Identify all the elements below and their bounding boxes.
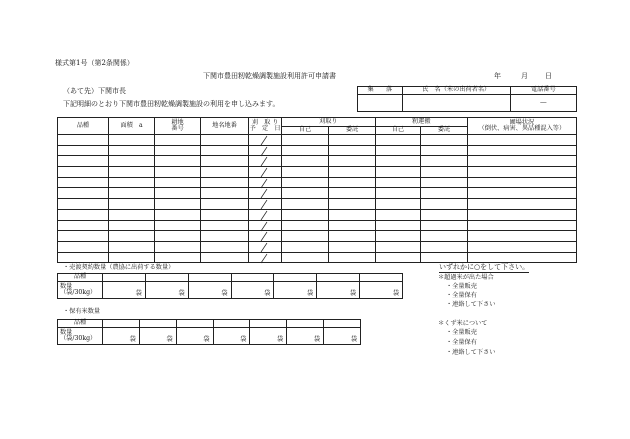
plot-number-cell[interactable] [155, 177, 200, 188]
variety-cell[interactable] [58, 167, 109, 178]
harvest-month-cell[interactable] [249, 135, 265, 146]
harvest-self-cell[interactable] [281, 177, 329, 188]
table-row [58, 167, 577, 178]
contract-qty-cell[interactable] [231, 282, 274, 299]
transport-consign-cell[interactable] [421, 156, 467, 167]
plot-number-cell[interactable] [155, 135, 200, 146]
col-harvest-self: 自己 [281, 127, 329, 135]
col-village: 集 落 [358, 87, 403, 95]
broken-option-3[interactable]: ・連絡して下さい [446, 349, 496, 356]
harvest-month-cell[interactable] [249, 145, 265, 156]
transport-self-cell[interactable] [375, 252, 420, 263]
transport-self-cell[interactable] [375, 231, 420, 242]
retained-qty-cell[interactable] [213, 328, 250, 345]
plot-number-cell[interactable] [155, 167, 200, 178]
bag-unit: 袋 [203, 335, 210, 343]
retained-qty-cell[interactable] [176, 328, 213, 345]
location-cell[interactable] [200, 241, 249, 252]
retained-table [57, 319, 361, 345]
harvest-consign-cell[interactable] [329, 209, 375, 220]
col-plot-number: 耕地 番号 [155, 118, 200, 135]
harvest-consign-cell[interactable] [329, 156, 375, 167]
transport-self-cell[interactable] [375, 199, 420, 210]
harvest-consign-cell[interactable] [329, 231, 375, 242]
table-row [58, 209, 577, 220]
retained-qty-cell[interactable] [139, 328, 176, 345]
col-area: 面積 a [108, 118, 154, 135]
harvest-self-cell[interactable] [281, 241, 329, 252]
transport-self-cell[interactable] [375, 167, 420, 178]
transport-consign-cell[interactable] [421, 231, 467, 242]
bag-unit: 袋 [313, 335, 321, 343]
transport-consign-cell[interactable] [421, 252, 467, 263]
col-harvest: 刈取り [281, 118, 375, 127]
field-status-cell[interactable] [467, 241, 576, 252]
bag-unit: 袋 [349, 289, 357, 297]
harvest-self-cell[interactable] [281, 188, 329, 199]
field-status-cell[interactable] [467, 145, 576, 156]
bag-unit: 袋 [166, 335, 173, 343]
date-day: 日 [545, 72, 552, 80]
variety-cell[interactable] [58, 220, 109, 231]
transport-consign-cell[interactable] [421, 145, 467, 156]
transport-consign-cell[interactable] [421, 135, 467, 146]
contract-heading: ・売渡契約数量（農協に出荷する数量） [63, 264, 175, 271]
contract-qty-cell[interactable] [317, 282, 360, 299]
broken-title: ＊くず米について [438, 320, 488, 327]
retained-qty-cell[interactable] [287, 328, 324, 345]
bag-unit: 袋 [392, 289, 399, 297]
harvest-self-cell[interactable] [281, 145, 329, 156]
variety-cell[interactable] [58, 177, 109, 188]
harvest-month-cell[interactable] [249, 209, 265, 220]
harvest-consign-cell[interactable] [329, 241, 375, 252]
field-status-cell[interactable] [467, 209, 576, 220]
area-cell[interactable] [108, 209, 154, 220]
retained-qty-cell[interactable] [250, 328, 287, 345]
col-harvest-schedule: 刈 取 り 予 定 日 [249, 118, 281, 135]
table-row [58, 156, 577, 167]
transport-consign-cell[interactable] [421, 177, 467, 188]
form-number: 様式第1号（第2条関係） [55, 59, 134, 67]
application-statement: 下記明細のとおり下関市豊田籾乾燥調製施設の利用を申し込みます。 [63, 100, 280, 108]
excess-title: ＊超過米が出た場合 [438, 274, 494, 281]
col-location: 地名地番 [200, 118, 249, 135]
transport-self-cell[interactable] [375, 220, 420, 231]
broken-option-2[interactable]: ・全量保有 [446, 339, 477, 346]
transport-consign-cell[interactable] [421, 167, 467, 178]
variety-cell[interactable] [58, 199, 109, 210]
location-cell[interactable] [200, 177, 249, 188]
notes-heading: いずれかに○をして下さい。 [439, 263, 530, 271]
transport-self-cell[interactable] [375, 135, 420, 146]
contract-qty-cell[interactable] [360, 282, 403, 299]
transport-self-cell[interactable] [375, 209, 420, 220]
area-cell[interactable] [108, 188, 154, 199]
col-name: 氏 名（米の出荷者名） [402, 87, 510, 95]
col-area-unit: a [138, 121, 143, 129]
harvest-self-cell[interactable] [281, 167, 329, 178]
contract-qty-label: 数量 （袋/30kg） [58, 282, 103, 299]
transport-consign-cell[interactable] [421, 220, 467, 231]
plot-number-cell[interactable] [155, 241, 200, 252]
table-row [58, 199, 577, 210]
location-cell[interactable] [200, 145, 249, 156]
contract-qty-cell[interactable] [274, 282, 317, 299]
field-status-cell[interactable] [467, 199, 576, 210]
col-field-status: 圃場状況 （倒伏、病害、異品種混入等） [467, 118, 576, 135]
excess-option-1[interactable]: ・全量販売 [446, 283, 477, 290]
field-status-cell[interactable] [467, 188, 576, 199]
transport-consign-cell[interactable] [421, 188, 467, 199]
harvest-self-cell[interactable] [281, 156, 329, 167]
area-cell[interactable] [108, 252, 154, 263]
table-row [58, 145, 577, 156]
contract-variety-cell[interactable] [231, 274, 274, 282]
harvest-month-cell[interactable] [249, 156, 265, 167]
name-field[interactable] [402, 95, 510, 112]
field-status-cell[interactable] [467, 231, 576, 242]
harvest-consign-cell[interactable] [329, 220, 375, 231]
date-year: 年 [494, 72, 501, 80]
retained-qty-cell[interactable] [103, 328, 140, 345]
table-row [58, 135, 577, 146]
location-cell[interactable] [200, 252, 249, 263]
area-cell[interactable] [108, 135, 154, 146]
location-cell[interactable] [200, 167, 249, 178]
table-row [58, 241, 577, 252]
harvest-consign-cell[interactable] [329, 252, 375, 263]
harvest-self-cell[interactable] [281, 220, 329, 231]
col-harvest-consign: 委託 [329, 127, 375, 135]
retained-qty-label: 数量 （袋/30kg） [58, 328, 103, 345]
area-cell[interactable] [108, 145, 154, 156]
harvest-month-cell[interactable] [249, 241, 265, 252]
harvest-month-cell[interactable] [249, 199, 265, 210]
area-cell[interactable] [108, 177, 154, 188]
location-cell[interactable] [200, 220, 249, 231]
table-row [58, 252, 577, 263]
table-row [58, 188, 577, 199]
plot-number-cell[interactable] [155, 199, 200, 210]
harvest-consign-cell[interactable] [329, 135, 375, 146]
retained-variety-cell[interactable] [250, 320, 287, 328]
harvest-consign-cell[interactable] [329, 145, 375, 156]
harvest-month-cell[interactable] [249, 252, 265, 263]
area-cell[interactable] [108, 167, 154, 178]
contract-variety-cell[interactable] [317, 274, 360, 282]
field-status-cell[interactable] [467, 177, 576, 188]
location-cell[interactable] [200, 156, 249, 167]
contract-variety-cell[interactable] [145, 274, 188, 282]
col-transport-consign: 委託 [421, 127, 467, 135]
contract-variety-cell[interactable] [274, 274, 317, 282]
variety-cell[interactable] [58, 252, 109, 263]
retained-variety-cell[interactable] [103, 320, 140, 328]
transport-self-cell[interactable] [375, 145, 420, 156]
table-row [58, 220, 577, 231]
harvest-month-cell[interactable] [249, 220, 265, 231]
harvest-self-cell[interactable] [281, 252, 329, 263]
retained-variety-cell[interactable] [139, 320, 176, 328]
bag-unit: 袋 [221, 289, 228, 297]
bag-unit: 袋 [129, 335, 136, 343]
harvest-self-cell[interactable] [281, 135, 329, 146]
form-title: 下関市豊田籾乾燥調製施設利用許可申請書 [203, 72, 336, 80]
excess-option-2[interactable]: ・全量保有 [446, 292, 477, 299]
plot-number-cell[interactable] [155, 156, 200, 167]
area-cell[interactable] [108, 241, 154, 252]
field-status-cell[interactable] [467, 252, 576, 263]
transport-self-cell[interactable] [375, 241, 420, 252]
area-cell[interactable] [108, 199, 154, 210]
retained-qty-cell[interactable] [324, 328, 361, 345]
contract-qty-cell[interactable] [145, 282, 188, 299]
contract-variety-cell[interactable] [360, 274, 403, 282]
retained-variety-label: 品種 [58, 320, 103, 328]
location-cell[interactable] [200, 199, 249, 210]
bag-unit: 袋 [135, 289, 142, 297]
plot-number-cell[interactable] [155, 145, 200, 156]
plot-number-cell[interactable] [155, 220, 200, 231]
contract-table [57, 273, 403, 299]
bag-unit: 袋 [240, 335, 247, 343]
bag-unit: 袋 [277, 335, 284, 343]
plot-number-cell[interactable] [155, 252, 200, 263]
applicant-table [357, 86, 577, 112]
table-row [58, 177, 577, 188]
harvest-self-cell[interactable] [281, 231, 329, 242]
table-row [58, 231, 577, 242]
location-cell[interactable] [200, 209, 249, 220]
village-field[interactable] [358, 95, 403, 112]
harvest-consign-cell[interactable] [329, 177, 375, 188]
transport-consign-cell[interactable] [421, 199, 467, 210]
bag-unit: 袋 [350, 335, 357, 343]
contract-variety-label: 品種 [58, 274, 103, 282]
bag-unit: 袋 [264, 289, 271, 297]
transport-self-cell[interactable] [375, 177, 420, 188]
variety-cell[interactable] [58, 156, 109, 167]
contract-variety-cell[interactable] [103, 274, 146, 282]
location-cell[interactable] [200, 188, 249, 199]
transport-self-cell[interactable] [375, 156, 420, 167]
contract-variety-cell[interactable] [188, 274, 231, 282]
variety-cell[interactable] [58, 145, 109, 156]
area-cell[interactable] [108, 231, 154, 242]
field-status-cell[interactable] [467, 220, 576, 231]
plot-number-cell[interactable] [155, 188, 200, 199]
retained-variety-cell[interactable] [176, 320, 213, 328]
harvest-month-cell[interactable] [249, 177, 265, 188]
transport-consign-cell[interactable] [421, 209, 467, 220]
phone-field[interactable] [510, 95, 576, 112]
harvest-consign-cell[interactable] [329, 199, 375, 210]
harvest-month-cell[interactable] [249, 167, 265, 178]
field-status-cell[interactable] [467, 135, 576, 146]
contract-qty-cell[interactable] [103, 282, 146, 299]
variety-cell[interactable] [58, 241, 109, 252]
col-variety: 品種 [58, 118, 109, 135]
harvest-self-cell[interactable] [281, 199, 329, 210]
location-cell[interactable] [200, 135, 249, 146]
retained-variety-cell[interactable] [287, 320, 324, 328]
col-transport: 籾運搬 [375, 118, 467, 127]
phone-dash: ― [540, 98, 547, 106]
harvest-self-cell[interactable] [281, 209, 329, 220]
bag-unit: 袋 [178, 289, 185, 297]
field-status-cell[interactable] [467, 167, 576, 178]
transport-consign-cell[interactable] [421, 241, 467, 252]
area-cell[interactable] [108, 220, 154, 231]
col-phone: 電話番号 [510, 87, 576, 95]
broken-option-1[interactable]: ・全量販売 [446, 329, 477, 336]
harvest-month-cell[interactable] [249, 231, 265, 242]
bag-unit: 袋 [307, 289, 314, 297]
plot-number-cell[interactable] [155, 209, 200, 220]
variety-cell[interactable] [58, 209, 109, 220]
variety-cell[interactable] [58, 188, 109, 199]
harvest-consign-cell[interactable] [329, 188, 375, 199]
transport-self-cell[interactable] [375, 188, 420, 199]
plot-number-cell[interactable] [155, 231, 200, 242]
variety-cell[interactable] [58, 135, 109, 146]
harvest-consign-cell[interactable] [329, 167, 375, 178]
retained-heading: ・保有米数量 [63, 308, 101, 315]
retained-variety-cell[interactable] [213, 320, 250, 328]
harvest-table [57, 117, 577, 263]
area-cell[interactable] [108, 156, 154, 167]
contract-qty-cell[interactable] [188, 282, 231, 299]
location-cell[interactable] [200, 231, 249, 242]
field-status-cell[interactable] [467, 156, 576, 167]
date-month: 月 [521, 72, 528, 80]
col-transport-self: 自己 [375, 127, 420, 135]
excess-option-3[interactable]: ・連絡して下さい [446, 301, 496, 308]
harvest-month-cell[interactable] [249, 188, 265, 199]
retained-variety-cell[interactable] [324, 320, 361, 328]
addressee: （あて先）下関市長 [63, 87, 126, 95]
variety-cell[interactable] [58, 231, 109, 242]
